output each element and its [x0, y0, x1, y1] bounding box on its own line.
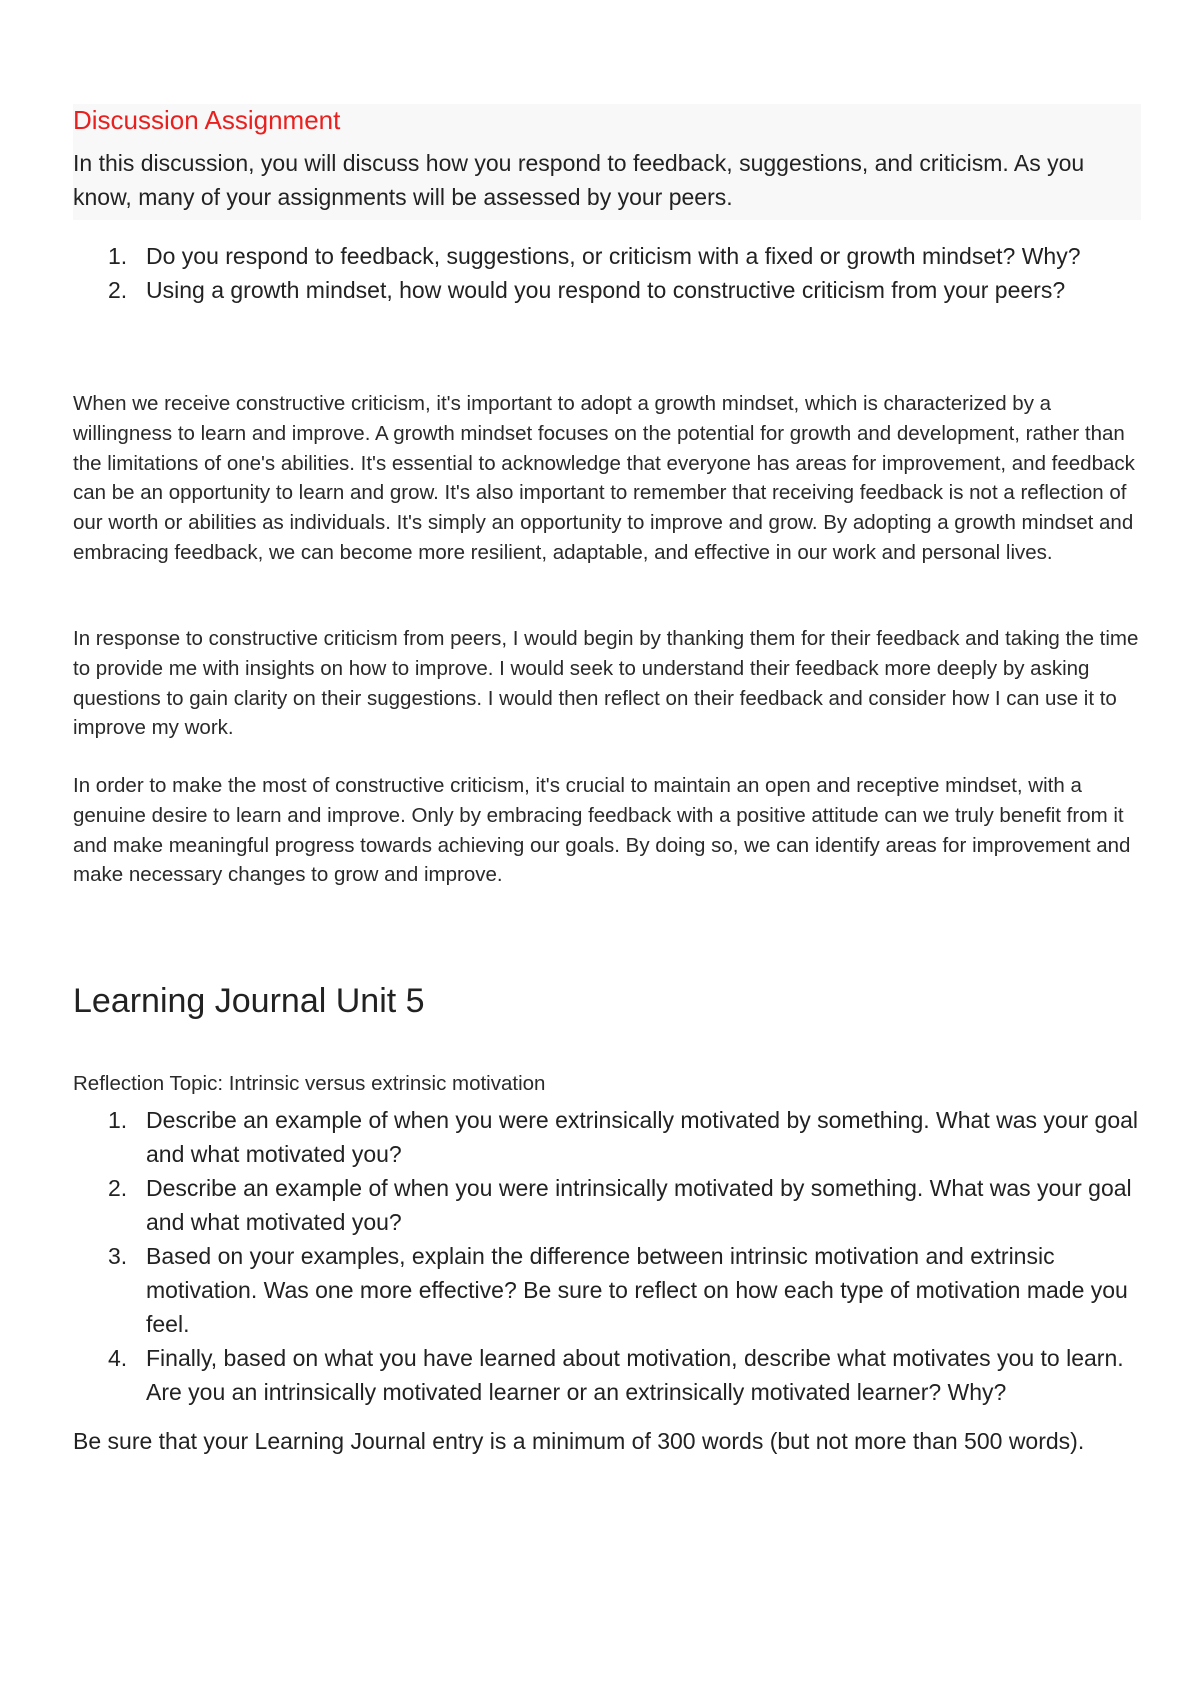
response-paragraph: In order to make the most of constructive criticism, it's crucial to maintain an open and receptive mindset, with a genuine desire to learn and improve. Only by embracing feedback with a positive attitude can we truly benefit from it and make meaningful progress towards achieving our goals. By doing so, we can identify areas for improvement and make necessary changes to grow and improve. [73, 774, 1131, 887]
discussion-question: Do you respond to feedback, suggestions, or criticism with a fixed or growth mindset? Why? [146, 243, 1081, 269]
discussion-intro: In this discussion, you will discuss how you respond to feedback, suggestions, and criticism. As you know, many of your assignments will be assessed by your peers. [73, 150, 1085, 210]
journal-question: Based on your examples, explain the difference between intrinsic motivation and extrinsic motivation. Was one more effective? Be sure to reflect on how each type of motivation made you feel. [146, 1243, 1128, 1337]
journal-heading: Learning Journal Unit 5 [73, 982, 425, 1020]
journal-question-list [73, 1103, 1141, 1409]
discussion-title: Discussion Assignment [73, 105, 341, 135]
journal-topic: Reflection Topic: Intrinsic versus extrinsic motivation [73, 1072, 546, 1095]
journal-question: Finally, based on what you have learned about motivation, describe what motivates you to learn. Are you an intrinsically motivated learner or an extrinsically motivated learner? Why? [146, 1345, 1124, 1405]
discussion-question-list [73, 239, 1141, 307]
response-paragraph: In response to constructive criticism from peers, I would begin by thanking them for their feedback and taking the time to provide me with insights on how to improve. I would seek to understand their feedback more deeply by asking questions to gain clarity on their suggestions. I would then reflect on their feedback and consider how I can use it to improve my work. [73, 627, 1139, 740]
journal-word-count-note: Be sure that your Learning Journal entry is a minimum of 300 words (but not more than 500 words). [73, 1428, 1085, 1454]
journal-question: Describe an example of when you were extrinsically motivated by something. What was your goal and what motivated you? [146, 1107, 1139, 1167]
response-paragraph: When we receive constructive criticism, it's important to adopt a growth mindset, which is characterized by a willingness to learn and improve. A growth mindset focuses on the potential for growth and development, rather than the limitations of one's abilities. It's essential to acknowledge that everyone has areas for improvement, and feedback can be an opportunity to learn and grow. It's also important to remember that receiving feedback is not a reflection of our worth or abilities as individuals. It's simply an opportunity to improve and grow. By adopting a growth mindset and embracing feedback, we can become more resilient, adaptable, and effective in our work and personal lives. [73, 392, 1135, 564]
discussion-question: Using a growth mindset, how would you respond to constructive criticism from your peers? [146, 277, 1066, 303]
journal-question: Describe an example of when you were intrinsically motivated by something. What was your goal and what motivated you? [146, 1175, 1132, 1235]
